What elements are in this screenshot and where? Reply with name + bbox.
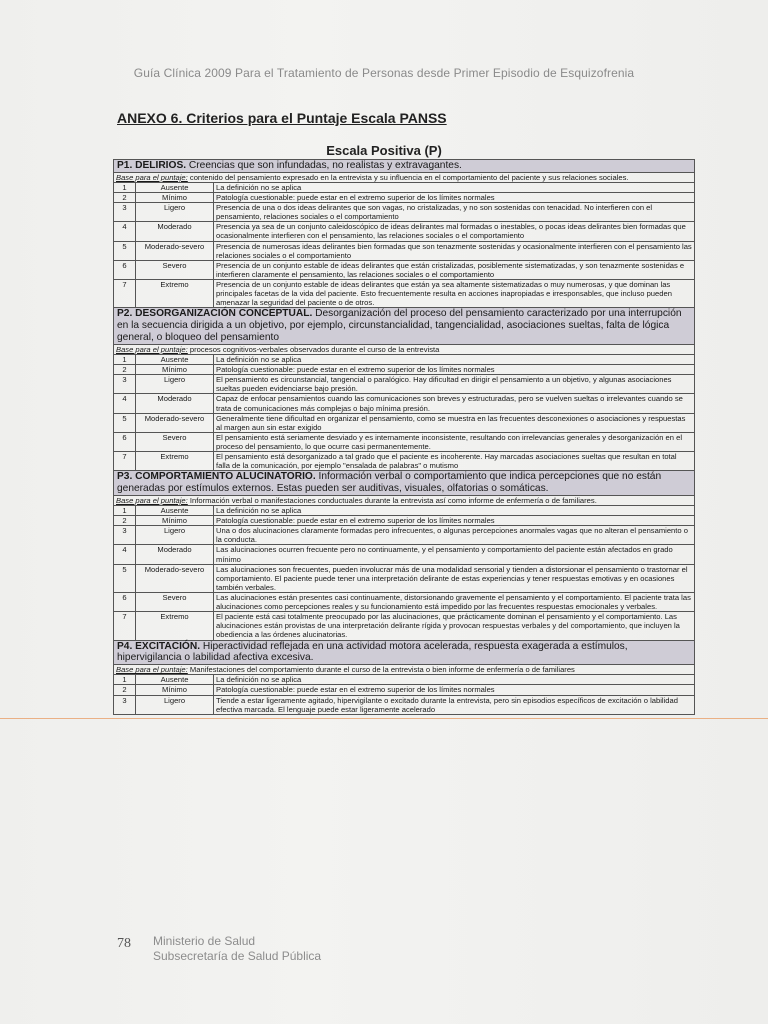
rating-number: 3 <box>114 526 136 545</box>
panss-criteria-table <box>113 159 695 715</box>
rating-description: Patología cuestionable: puede estar en el extremo superior de los límites normales <box>214 516 695 526</box>
rating-row <box>114 193 695 203</box>
item-definition: Desorganización del proceso del pensamiento caracterizado por una interrupción en la secuencia dirigida a un objetivo, por ejemplo, circunstancialidad, tangencialidad, asociaciones sueltas, falta de lógica general, o bloqueo del pensamiento <box>117 308 682 344</box>
rating-description: Una o dos alucinaciones claramente formadas pero infrecuentes, o algunas percepciones anormales vagas que no alteran el pensamiento o la conducta. <box>214 526 695 545</box>
ministry-name: Ministerio de Salud <box>153 934 256 948</box>
rating-description: El pensamiento está desorganizado a tal grado que el paciente es incoherente. Hay marcadas asociaciones sueltas que resultan en total falla de la comunicación, por ejemplo "ensalada de palabras" o mutismo <box>214 452 695 471</box>
rating-row <box>114 695 695 714</box>
rating-row <box>114 241 695 260</box>
basis-label: Base para el puntaje: <box>116 495 188 505</box>
rating-row <box>114 452 695 471</box>
rating-level: Severo <box>136 432 214 451</box>
rating-row <box>114 203 695 222</box>
item-code: P2. DESORGANIZACIÓN CONCEPTUAL. <box>117 308 313 320</box>
rating-description: El pensamiento es circunstancial, tangencial o paralógico. Hay dificultad en dirigir el pensamiento a un objetivo, y algunas asociaciones sueltas pueden evidenciarse bajo presión. <box>214 375 695 394</box>
item-header-row <box>114 471 695 496</box>
rating-row <box>114 280 695 308</box>
basis-label: Base para el puntaje: <box>116 665 188 675</box>
item-code: P3. COMPORTAMIENTO ALUCINATORIO. <box>117 471 316 483</box>
rating-level: Ausente <box>136 354 214 364</box>
scan-artifact-line <box>0 718 768 719</box>
rating-level: Mínimo <box>136 365 214 375</box>
rating-level: Ligero <box>136 203 214 222</box>
rating-row <box>114 516 695 526</box>
rating-number: 6 <box>114 593 136 612</box>
rating-number: 1 <box>114 182 136 192</box>
rating-row <box>114 354 695 364</box>
rating-description: Patología cuestionable: puede estar en el extremo superior de los límites normales <box>214 685 695 695</box>
rating-description: Capaz de enfocar pensamientos cuando las comunicaciones son breves y estructuradas, pero se vuelven sueltas o irrelevantes cuando se trata de comunicaciones más complejas o bajo mínima presión. <box>214 394 695 413</box>
running-header: Guía Clínica 2009 Para el Tratamiento de Personas desde Primer Episodio de Esquizofrenia <box>133 66 635 80</box>
rating-row <box>114 685 695 695</box>
rating-number: 4 <box>114 545 136 564</box>
item-basis-row <box>114 665 695 675</box>
rating-row <box>114 365 695 375</box>
rating-level: Ligero <box>136 375 214 394</box>
rating-number: 2 <box>114 516 136 526</box>
rating-description: Las alucinaciones son frecuentes, pueden involucrar más de una modalidad sensorial y tienden a distorsionar el pensamiento o trastornar el comportamiento. El paciente puede tener una interpretación delirante de estas experiencias y tener respuestas emotivas y en ocasiones también verbales. <box>214 564 695 592</box>
rating-level: Mínimo <box>136 516 214 526</box>
basis-text: Manifestaciones del comportamiento durante el curso de la entrevista o bien informe de enfermería o de familiares <box>189 665 575 675</box>
rating-row <box>114 394 695 413</box>
rating-row <box>114 612 695 640</box>
basis-text: contenido del pensamiento expresado en la entrevista y su influencia en el comportamiento del paciente y sus relaciones sociales. <box>189 172 629 182</box>
rating-description: Presencia de una o dos ideas delirantes que son vagas, no cristalizadas, y no son sostenidas con tenacidad. No interfieren con el pensamiento, relaciones sociales o el comportamiento <box>214 203 695 222</box>
item-definition: Creencias que son infundadas, no realistas y extravagantes. <box>188 160 462 171</box>
rating-level: Mínimo <box>136 685 214 695</box>
rating-row <box>114 675 695 685</box>
rating-row <box>114 222 695 241</box>
rating-number: 6 <box>114 260 136 279</box>
scale-title: Escala Positiva (P) <box>326 143 442 158</box>
basis-label: Base para el puntaje: <box>116 172 188 182</box>
rating-level: Mínimo <box>136 193 214 203</box>
rating-row <box>114 182 695 192</box>
rating-row <box>114 413 695 432</box>
rating-description: Las alucinaciones están presentes casi continuamente, distorsionando gravemente el pensamiento y el comportamiento. El paciente trata las alucinaciones como percepciones reales y su funcionamiento está impedido por las frecuentes respuestas emocionales y verbales. <box>214 593 695 612</box>
rating-description: Presencia de numerosas ideas delirantes bien formadas que son tenazmente sostenidas y ocasionalmente interfieren con el pensamiento las relaciones sociales o el comportamiento <box>214 241 695 260</box>
rating-description: La definición no se aplica <box>214 675 695 685</box>
rating-level: Ligero <box>136 526 214 545</box>
item-basis-row <box>114 495 695 505</box>
item-definition: Hiperactividad reflejada en una actividad motora acelerada, respuesta exagerada a estímulos, hipervigilancia o labilidad afectiva excesiva. <box>117 640 628 664</box>
rating-number: 4 <box>114 394 136 413</box>
rating-level: Severo <box>136 593 214 612</box>
rating-row <box>114 432 695 451</box>
annex-title: ANEXO 6. Criterios para el Puntaje Escala PANSS <box>117 110 447 126</box>
rating-number: 6 <box>114 432 136 451</box>
rating-level: Extremo <box>136 612 214 640</box>
ministry-subsecretary: Subsecretaría de Salud Pública <box>153 949 322 963</box>
rating-number: 2 <box>114 193 136 203</box>
rating-number: 7 <box>114 612 136 640</box>
rating-number: 7 <box>114 452 136 471</box>
footer-ministry <box>153 934 321 964</box>
rating-level: Moderado-severo <box>136 413 214 432</box>
rating-row <box>114 375 695 394</box>
rating-number: 2 <box>114 685 136 695</box>
item-code: P4. EXCITACIÓN. <box>117 640 201 652</box>
rating-number: 3 <box>114 695 136 714</box>
rating-row <box>114 260 695 279</box>
rating-level: Moderado <box>136 545 214 564</box>
basis-text: procesos cognitivos-verbales observados durante el curso de la entrevista <box>189 344 440 354</box>
rating-row <box>114 526 695 545</box>
rating-description: Presencia de un conjunto estable de ideas delirantes que están cristalizadas, posiblemente sistematizadas, y son tenazmente sostenidas e interfieren claramente el pensamiento, las relaciones sociales o el comportamiento <box>214 260 695 279</box>
rating-row <box>114 564 695 592</box>
basis-text: Información verbal o manifestaciones conductuales durante la entrevista así como informe de enfermería o de familiares. <box>189 495 597 505</box>
rating-number: 7 <box>114 280 136 308</box>
item-basis-row <box>114 344 695 354</box>
page-number: 78 <box>117 936 131 951</box>
rating-description: Presencia ya sea de un conjunto caleidoscópico de ideas delirantes mal formadas o inestables, o pocas ideas delirantes bien formadas que ocasionalmente interfieren con el pensamiento, las relaciones sociales o el comportamiento <box>214 222 695 241</box>
rating-number: 2 <box>114 365 136 375</box>
rating-level: Moderado <box>136 394 214 413</box>
rating-row <box>114 593 695 612</box>
item-code: P1. DELIRIOS. <box>117 160 187 171</box>
rating-level: Moderado-severo <box>136 564 214 592</box>
rating-level: Moderado-severo <box>136 241 214 260</box>
rating-description: La definición no se aplica <box>214 506 695 516</box>
rating-row <box>114 545 695 564</box>
rating-level: Extremo <box>136 280 214 308</box>
rating-description: La definición no se aplica <box>214 182 695 192</box>
rating-number: 5 <box>114 413 136 432</box>
rating-level: Ausente <box>136 182 214 192</box>
rating-description: Patología cuestionable: puede estar en el extremo superior de los límites normales <box>214 193 695 203</box>
item-basis-row <box>114 172 695 182</box>
rating-description: Las alucinaciones ocurren frecuente pero no continuamente, y el pensamiento y comportamiento del paciente están afectados en grado mínimo <box>214 545 695 564</box>
rating-description: Presencia de un conjunto estable de ideas delirantes que están ya sea altamente sistematizadas o muy numerosas, y que dominan las principales facetas de la vida del paciente. Esto frecuentemente resulta en acciones inapropiadas e irresponsables, que incluso pueden amenazar la seguridad del paciente o de otros. <box>214 280 695 308</box>
rating-number: 5 <box>114 241 136 260</box>
rating-level: Ligero <box>136 695 214 714</box>
rating-level: Ausente <box>136 675 214 685</box>
rating-number: 1 <box>114 354 136 364</box>
rating-number: 1 <box>114 675 136 685</box>
rating-description: El paciente está casi totalmente preocupado por las alucinaciones, que prácticamente dominan el pensamiento y el comportamiento. Las alucinaciones están provistas de una interpretación delirante rígida y provocan respuestas verbales y del comportamiento, que incluyen la obediencia a las órdenes alucinatorias. <box>214 612 695 640</box>
basis-label: Base para el puntaje: <box>116 344 188 354</box>
item-header-row <box>114 160 695 173</box>
rating-number: 4 <box>114 222 136 241</box>
rating-description: Patología cuestionable: puede estar en el extremo superior de los límites normales <box>214 365 695 375</box>
item-header-row <box>114 308 695 344</box>
rating-number: 3 <box>114 203 136 222</box>
item-definition: Información verbal o comportamiento que indica percepciones que no están generadas por estímulos externos. Estas pueden ser auditivas, visuales, olfatorias o somáticas. <box>117 471 662 495</box>
rating-description: La definición no se aplica <box>214 354 695 364</box>
rating-number: 5 <box>114 564 136 592</box>
rating-number: 1 <box>114 506 136 516</box>
rating-level: Moderado <box>136 222 214 241</box>
rating-description: Generalmente tiene dificultad en organizar el pensamiento, como se muestra en las frecuentes desconexiones o asociaciones y respuestas al margen aun sin estar exigido <box>214 413 695 432</box>
rating-level: Severo <box>136 260 214 279</box>
rating-number: 3 <box>114 375 136 394</box>
rating-level: Ausente <box>136 506 214 516</box>
rating-level: Extremo <box>136 452 214 471</box>
item-header-row <box>114 640 695 665</box>
rating-description: El pensamiento está seriamente desviado y es internamente inconsistente, resultando con irrelevancias generales y desorganización en el proceso del pensamiento, lo que ocurre casi permanentemente. <box>214 432 695 451</box>
rating-description: Tiende a estar ligeramente agitado, hipervigilante o excitado durante la entrevista, pero sin episodios específicos de excitación o labilidad efectiva marcada. El lenguaje puede estar ligeramente acelerado <box>214 695 695 714</box>
rating-row <box>114 506 695 516</box>
